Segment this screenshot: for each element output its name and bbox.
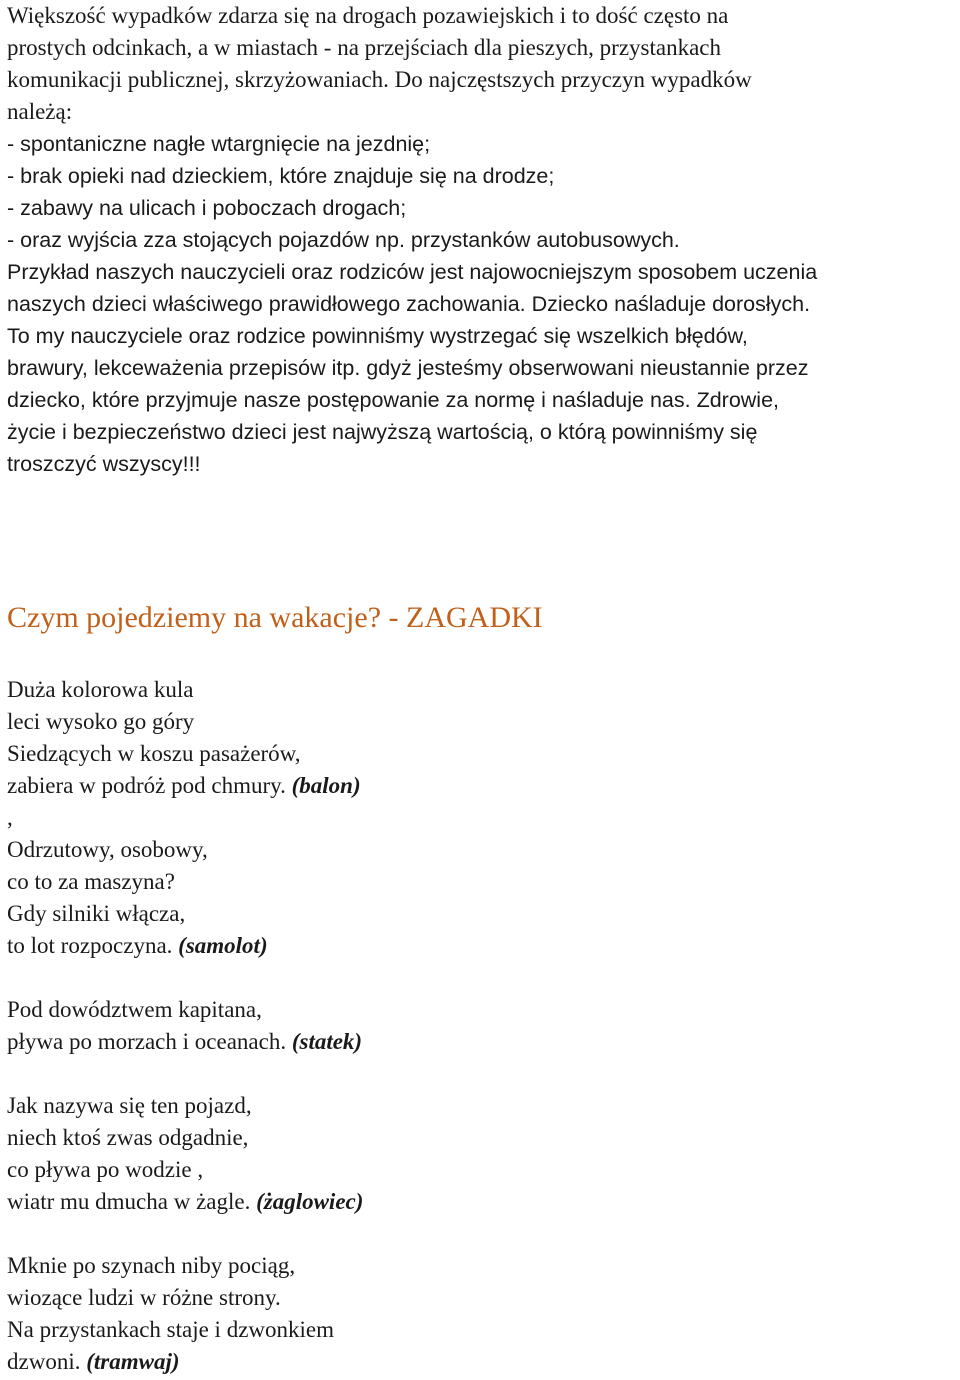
intro-line: Przykład naszych nauczycieli oraz rodziców jest najowocniejszym sposobem uczenia <box>7 260 818 284</box>
riddle-answer: (żaglowiec) <box>256 1189 364 1214</box>
riddle-line-text: to lot rozpoczyna. <box>7 933 179 958</box>
riddle-line: Duża kolorowa kula <box>7 677 194 702</box>
intro-line: prostych odcinkach, a w miastach - na przejściach dla pieszych, przystankach <box>7 35 721 60</box>
riddle-answer: (samolot) <box>178 933 268 958</box>
intro-line: życie i bezpieczeństwo dzieci jest najwyższą wartością, o którą powinniśmy się <box>7 420 758 444</box>
intro-list-item: - zabawy na ulicach i poboczach drogach; <box>7 196 407 220</box>
riddle-tram <box>7 1250 363 1378</box>
intro-paragraph <box>7 0 960 480</box>
intro-line: należą: <box>7 99 73 124</box>
section-heading: Czym pojedziemy na wakacje? - ZAGADKI <box>7 601 543 634</box>
riddle-last-line <box>7 1346 363 1378</box>
riddle-spacer <box>7 1218 363 1250</box>
intro-list-item: - brak opieki nad dzieckiem, które znajduje się na drodze; <box>7 164 555 188</box>
riddle-spacer <box>7 1058 363 1090</box>
riddle-spacer <box>7 962 363 994</box>
riddle-last-line <box>7 930 363 962</box>
riddle-line: niech ktoś zwas odgadnie, <box>7 1125 249 1150</box>
intro-line: To my nauczyciele oraz rodzice powinniśmy wystrzegać się wszelkich błędów, <box>7 324 748 348</box>
intro-line: brawury, lekceważenia przepisów itp. gdyż jesteśmy obserwowani nieustannie przez <box>7 356 809 380</box>
riddle-balloon <box>7 674 363 834</box>
intro-line: Większość wypadków zdarza się na drogach pozawiejskich i to dość często na <box>7 3 729 28</box>
riddle-line-text: zabiera w podróż pod chmury. <box>7 773 292 798</box>
intro-line: dziecko, które przyjmuje nasze postępowanie za normę i naśladuje nas. Zdrowie, <box>7 388 780 412</box>
riddle-line: co to za maszyna? <box>7 869 175 894</box>
riddle-last-line <box>7 1186 363 1218</box>
riddle-line-text: pływa po morzach i oceanach. <box>7 1029 292 1054</box>
riddle-answer: (tramwaj) <box>86 1349 180 1374</box>
riddle-line-text: dzwoni. <box>7 1349 87 1374</box>
riddle-answer: (statek) <box>291 1029 363 1054</box>
riddle-last-line <box>7 770 363 802</box>
intro-line: komunikacji publicznej, skrzyżowaniach. Do najczęstszych przyczyn wypadków <box>7 67 752 92</box>
intro-list-item: - oraz wyjścia zza stojących pojazdów np. przystanków autobusowych. <box>7 228 680 252</box>
intro-line: troszczyć wszyscy!!! <box>7 452 201 476</box>
riddle-line: Odrzutowy, osobowy, <box>7 837 208 862</box>
riddle-line: wiozące ludzi w różne strony. <box>7 1285 281 1310</box>
riddle-last-line <box>7 1026 363 1058</box>
document-page <box>7 0 960 1374</box>
stray-comma: , <box>7 805 13 830</box>
riddle-line: Jak nazywa się ten pojazd, <box>7 1093 252 1118</box>
riddle-airplane <box>7 834 363 962</box>
riddle-line: Mknie po szynach niby pociąg, <box>7 1253 296 1278</box>
riddle-sailboat <box>7 1090 363 1218</box>
intro-list-item: - spontaniczne nagłe wtargnięcie na jezdnię; <box>7 132 431 156</box>
riddles-section <box>7 674 363 1378</box>
riddle-line-text: wiatr mu dmucha w żagle. <box>7 1189 257 1214</box>
riddle-ship <box>7 994 363 1058</box>
riddle-line: Siedzących w koszu pasażerów, <box>7 741 301 766</box>
riddle-line: Gdy silniki włącza, <box>7 901 186 926</box>
riddle-line: Pod dowództwem kapitana, <box>7 997 262 1022</box>
riddle-line: co pływa po wodzie , <box>7 1157 204 1182</box>
riddle-line: Na przystankach staje i dzwonkiem <box>7 1317 334 1342</box>
riddle-answer: (balon) <box>291 773 361 798</box>
riddle-line: leci wysoko go góry <box>7 709 195 734</box>
intro-line: naszych dzieci właściwego prawidłowego zachowania. Dziecko naśladuje dorosłych. <box>7 292 811 316</box>
